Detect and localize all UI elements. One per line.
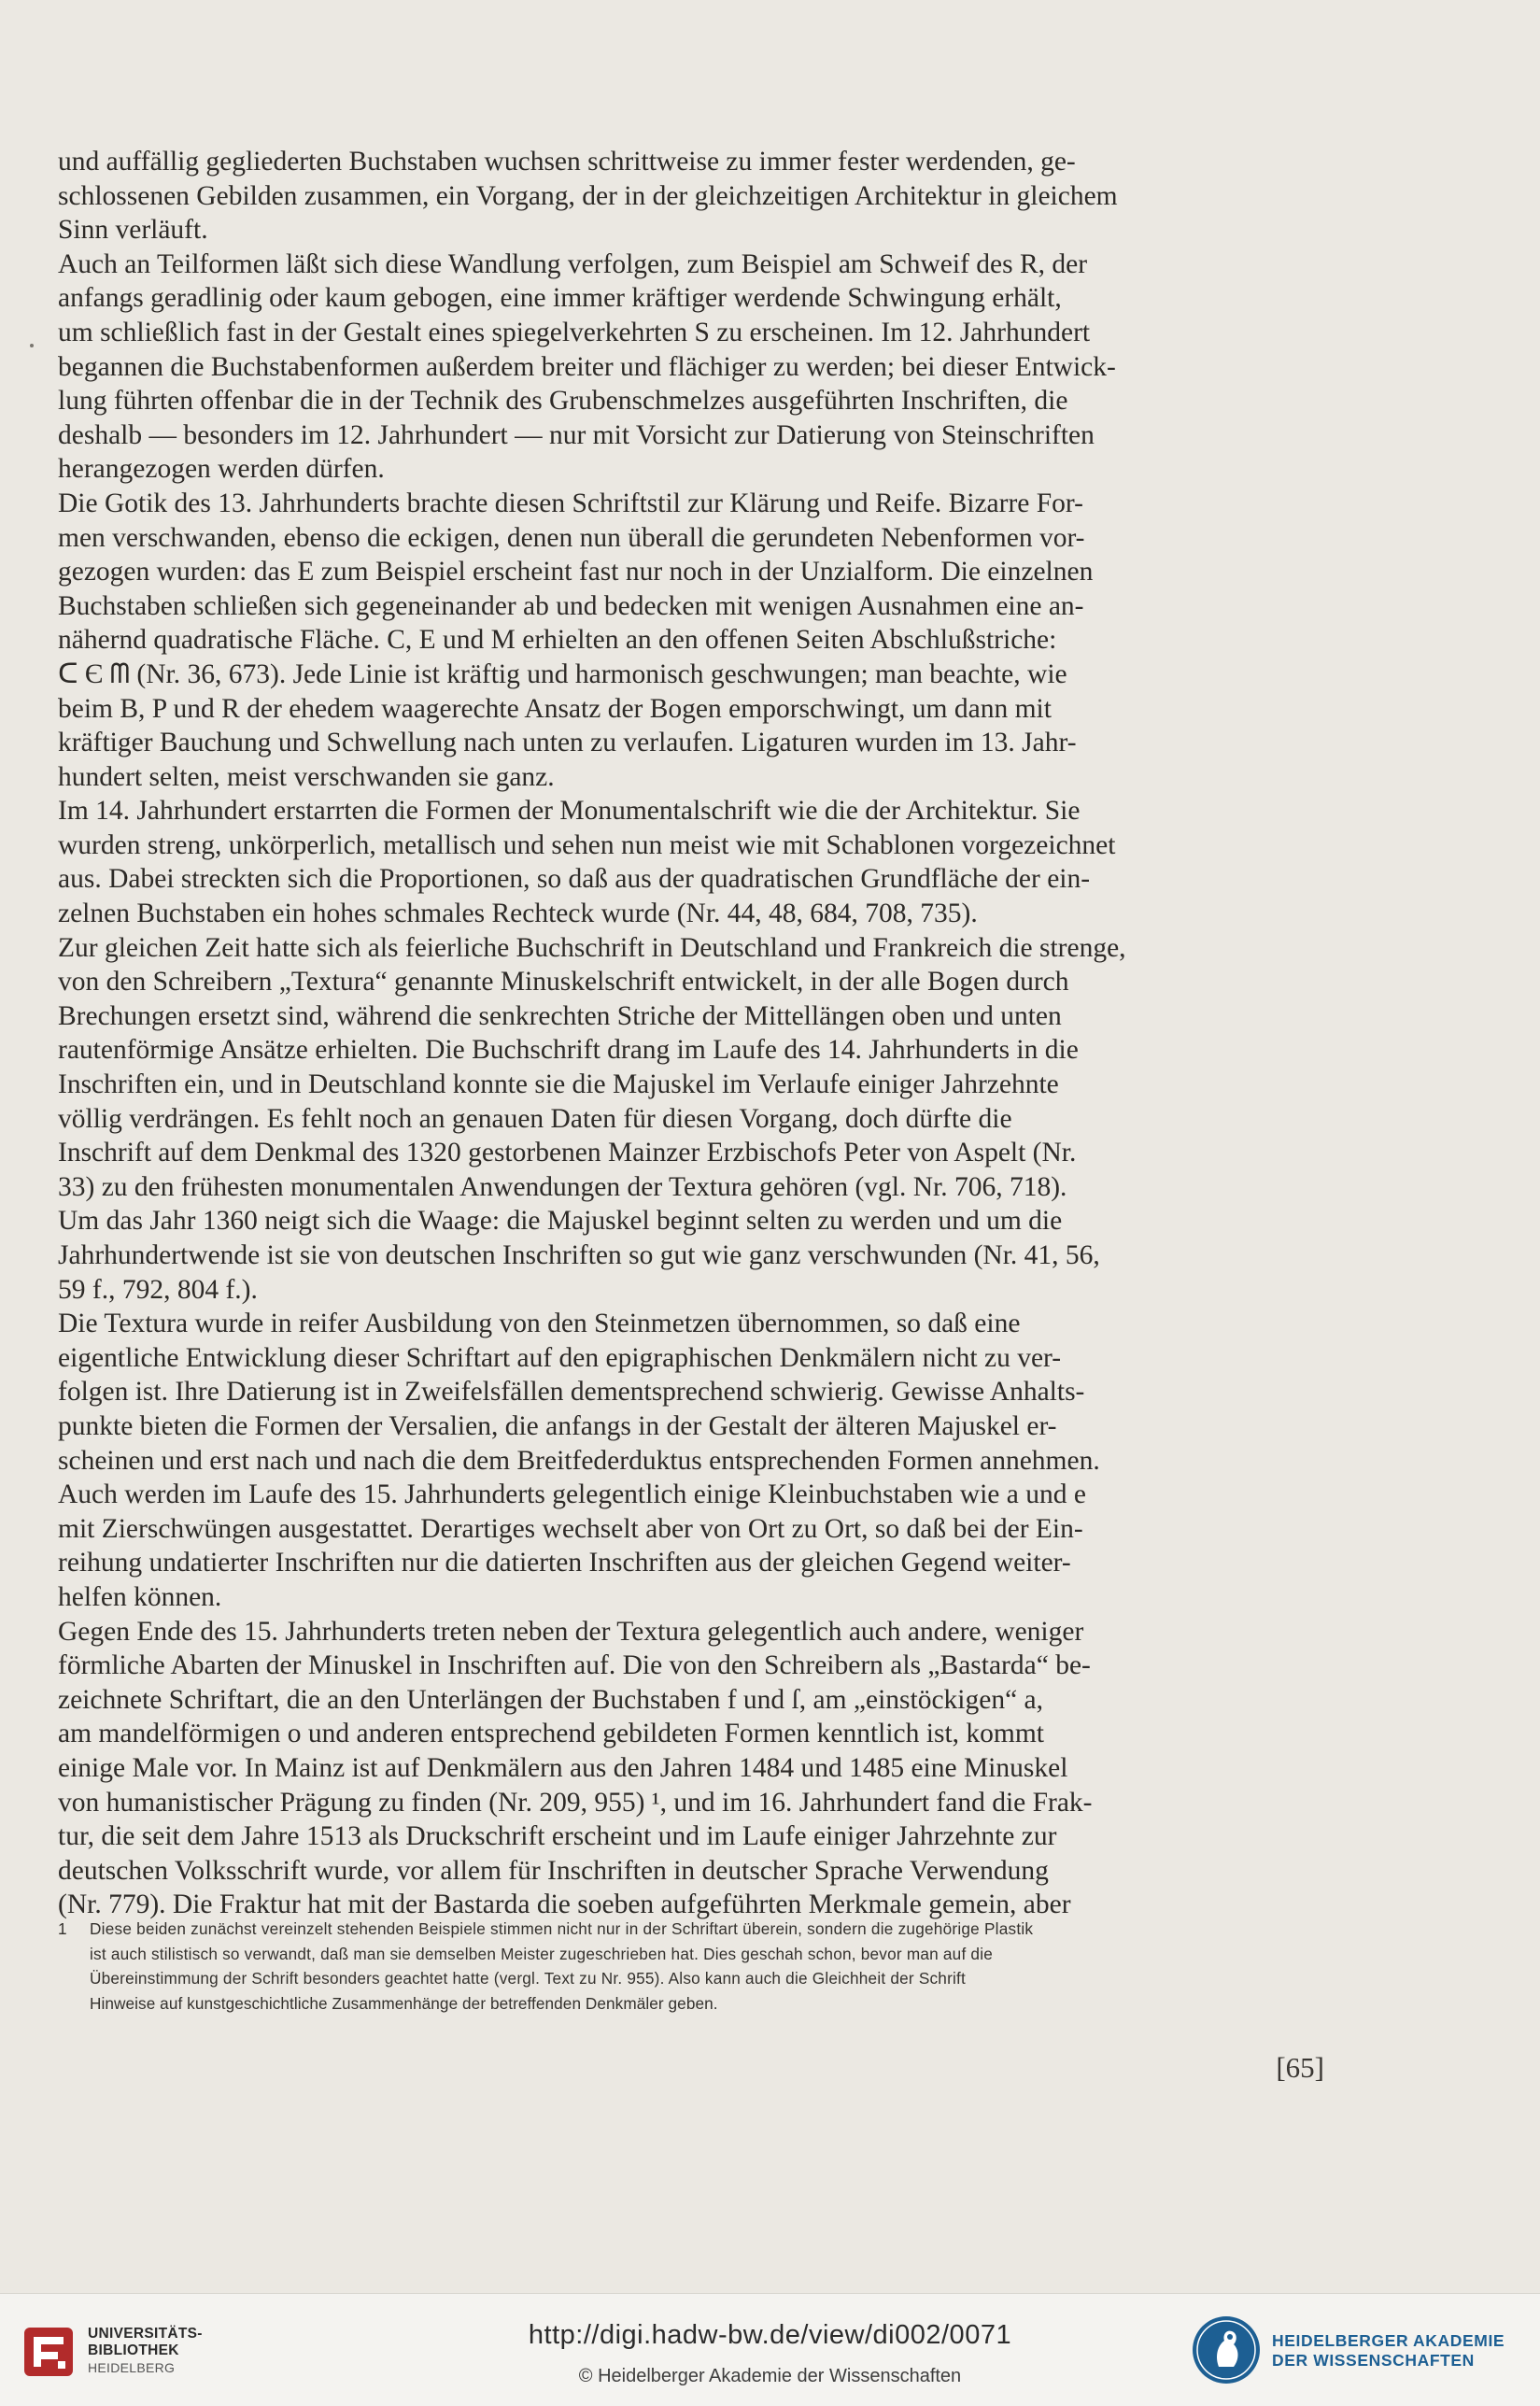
text-line: schlossenen Gebilden zusammen, ein Vorgang, der in der gleichzeitigen Architektur in gleichem (58, 180, 1118, 211)
margin-mark (30, 344, 34, 347)
text-line: 59 f., 792, 804 f.). (58, 1274, 258, 1305)
text-line: wurden streng, unkörperlich, metallisch und sehen nun meist wie mit Schablonen vorgezeichnet (58, 829, 1116, 860)
text-line: reihung undatierter Inschriften nur die datierten Inschriften aus der gleichen Gegend weiter- (58, 1548, 1071, 1578)
text-line: um schließlich fast in der Gestalt eines spiegelverkehrten S zu erscheinen. Im 12. Jahrhundert (58, 317, 1091, 347)
text-line: folgen ist. Ihre Datierung ist in Zweifelsfällen dementsprechend schwierig. Gewisse Anhalts- (58, 1377, 1085, 1408)
text-line: zelnen Buchstaben ein hohes schmales Rechteck wurde (Nr. 44, 48, 684, 708, 735). (58, 899, 978, 929)
library-name-line: BIBLIOTHEK (88, 2342, 179, 2358)
footnote-mark: 1 (58, 1919, 68, 1938)
text-line: (Nr. 779). Die Fraktur hat mit der Bastarda die soeben aufgeführten Merkmale gemein, aber (58, 1889, 1071, 1920)
text-line: von den Schreibern „Textura“ genannte Minuskelschrift entwickelt, in der alle Bogen durch (58, 967, 1069, 998)
footnote (58, 1917, 1322, 2016)
text-line: Inschrift auf dem Denkmal des 1320 gestorbenen Mainzer Erzbischofs Peter von Aspelt (Nr. (58, 1138, 1077, 1168)
academy-name[interactable] (1272, 2331, 1505, 2371)
library-name-line: UNIVERSITÄTS- (88, 2326, 203, 2342)
text-line: von humanistischer Prägung zu finden (Nr. 209, 955) ¹, und im 16. Jahrhundert fand die Frak- (58, 1787, 1093, 1818)
text-line: Brechungen ersetzt sind, während die senkrechten Striche der Mittellängen oben und unten (58, 1000, 1062, 1031)
body-text (58, 145, 1322, 1922)
text-line: einige Male vor. In Mainz ist auf Denkmälern aus den Jahren 1484 und 1485 eine Minuskel (58, 1752, 1068, 1783)
text-line: kräftiger Bauchung und Schwellung nach unten zu verlaufen. Ligaturen wurden im 13. Jahr- (58, 728, 1077, 758)
permalink-url[interactable]: http://digi.hadw-bw.de/view/di002/0071 (528, 2320, 1012, 2350)
viewer-footer (0, 2293, 1540, 2406)
text-line: Um das Jahr 1360 neigt sich die Waage: die Majuskel beginnt selten zu werden und um die (58, 1206, 1063, 1237)
text-line: hundert selten, meist verschwanden sie ganz. (58, 761, 555, 792)
footnote-line: Hinweise auf kunstgeschichtliche Zusammenhänge der betreffenden Denkmäler geben. (90, 1993, 718, 2013)
text-line: Inschriften ein, und in Deutschland konnte sie die Majuskel im Verlaufe einiger Jahrzehnte (58, 1069, 1059, 1100)
text-line: scheinen und erst nach und nach die dem Breitfederduktus entsprechenden Formen annehmen. (58, 1445, 1100, 1476)
text-line: Auch werden im Laufe des 15. Jahrhunderts gelegentlich einige Kleinbuchstaben wie a und e (58, 1479, 1086, 1510)
text-line: Zur gleichen Zeit hatte sich als feierliche Buchschrift in Deutschland und Frankreich die strenge, (58, 932, 1126, 963)
footnote-line: Übereinstimmung der Schrift besonders geachtet hatte (vergl. Text zu Nr. 955). Also kann auch die Gleichheit der Schrift (90, 1969, 967, 1988)
text-line: Gegen Ende des 15. Jahrhunderts treten neben der Textura gelegentlich auch andere, weniger (58, 1616, 1084, 1647)
text-line: förmliche Abarten der Minuskel in Inschriften auf. Die von den Schreibern als „Bastarda“ be- (58, 1650, 1091, 1681)
text-line: mit Zierschwüngen ausgestattet. Derartiges wechselt aber von Ort zu Ort, so daß bei der Ein- (58, 1513, 1083, 1544)
text-line: zeichnete Schriftart, die an den Unterlängen der Buchstaben f und ſ, am „einstöckigen“ a, (58, 1684, 1044, 1715)
text-line: ᑕ Є ᗰ (Nr. 36, 673). Jede Linie ist kräftig und harmonisch geschwungen; man beachte, wie (58, 658, 1067, 689)
text-line: Die Textura wurde in reifer Ausbildung von den Steinmetzen übernommen, so daß eine (58, 1309, 1021, 1339)
text-line: rautenförmige Ansätze erhielten. Die Buchschrift drang im Laufe des 14. Jahrhunderts in die (58, 1035, 1079, 1066)
text-line: anfangs geradlinig oder kaum gebogen, eine immer kräftiger werdende Schwingung erhält, (58, 283, 1062, 314)
footnote-line: ist auch stilistisch so verwandt, daß man sie demselben Meister zugeschrieben hat. Dies geschah schon, bevor man auf die (90, 1944, 994, 1963)
library-name-line: HEIDELBERG (88, 2360, 176, 2375)
text-line: deshalb — besonders im 12. Jahrhundert — nur mit Vorsicht zur Datierung von Steinschriften (58, 419, 1095, 450)
copyright-notice: © Heidelberger Akademie der Wissenschaften (578, 2366, 962, 2386)
text-line: aus. Dabei streckten sich die Proportionen, so daß aus der quadratischen Grundfläche der ein- (58, 864, 1091, 895)
text-line: und auffällig gegliederten Buchstaben wuchsen schrittweise zu immer fester werdenden, ge- (58, 147, 1076, 177)
text-line: Die Gotik des 13. Jahrhunderts brachte diesen Schriftstil zur Klärung und Reife. Bizarre For- (58, 488, 1083, 518)
page-number: [65] (1276, 2051, 1324, 2084)
academy-name-line: DER WISSENSCHAFTEN (1272, 2351, 1475, 2370)
footnote-line: Diese beiden zunächst vereinzelt stehenden Beispiele stimmen nicht nur in der Schriftart überein, sondern die zugehörige Plastik (90, 1919, 1034, 1938)
text-line: Auch an Teilformen läßt sich diese Wandlung verfolgen, zum Beispiel am Schweif des R, der (58, 248, 1088, 279)
text-line: nähernd quadratische Fläche. C, E und M erhielten an den offenen Seiten Abschlußstriche: (58, 625, 1057, 656)
text-line: Buchstaben schließen sich gegeneinander ab und bedecken mit wenigen Ausnahmen eine an- (58, 590, 1084, 621)
text-line: am mandelförmigen o und anderen entsprechend gebildeten Formen kenntlich ist, kommt (58, 1719, 1044, 1749)
text-line: Jahrhundertwende ist sie von deutschen Inschriften so gut wie ganz verschwunden (Nr. 41, 56, (58, 1240, 1100, 1270)
text-line: tur, die seit dem Jahre 1513 als Druckschrift erscheint und im Laufe einiger Jahrzehnte zur (58, 1821, 1057, 1852)
text-line: 33) zu den frühesten monumentalen Anwendungen der Textura gehören (vgl. Nr. 706, 718). (58, 1171, 1067, 1202)
academy-name-line: HEIDELBERGER AKADEMIE (1272, 2331, 1505, 2350)
text-line: punkte bieten die Formen der Versalien, die anfangs in der Gestalt der älteren Majuskel er- (58, 1410, 1057, 1441)
text-line: deutschen Volksschrift wurde, vor allem für Inschriften in deutscher Sprache Verwendung (58, 1855, 1049, 1886)
text-line: Im 14. Jahrhundert erstarrten die Formen der Monumentalschrift wie die der Architektur. Sie (58, 796, 1081, 827)
text-line: völlig verdrängen. Es fehlt noch an genauen Daten für diesen Vorgang, doch dürfte die (58, 1103, 1012, 1134)
text-line: beim B, P und R der ehedem waagerechte Ansatz der Bogen emporschwingt, um dann mit (58, 693, 1052, 724)
text-line: Sinn verläuft. (58, 215, 208, 246)
text-line: lung führten offenbar die in der Technik des Grubenschmelzes ausgeführten Inschriften, die (58, 386, 1068, 417)
text-line: men verschwanden, ebenso die eckigen, denen nun überall die gerundeten Nebenformen vor- (58, 522, 1085, 553)
academy-seal-icon[interactable] (1191, 2314, 1262, 2385)
text-line: begannen die Buchstabenformen außerdem breiter und flächiger zu werden; bei dieser Entwick- (58, 351, 1116, 382)
text-line: eigentliche Entwicklung dieser Schriftart auf den epigraphischen Denkmälern nicht zu ver- (58, 1342, 1062, 1373)
text-line: helfen können. (58, 1581, 222, 1612)
text-line: gezogen wurden: das E zum Beispiel erscheint fast nur noch in der Unzialform. Die einzelnen (58, 557, 1094, 587)
text-line: herangezogen werden dürfen. (58, 454, 385, 485)
